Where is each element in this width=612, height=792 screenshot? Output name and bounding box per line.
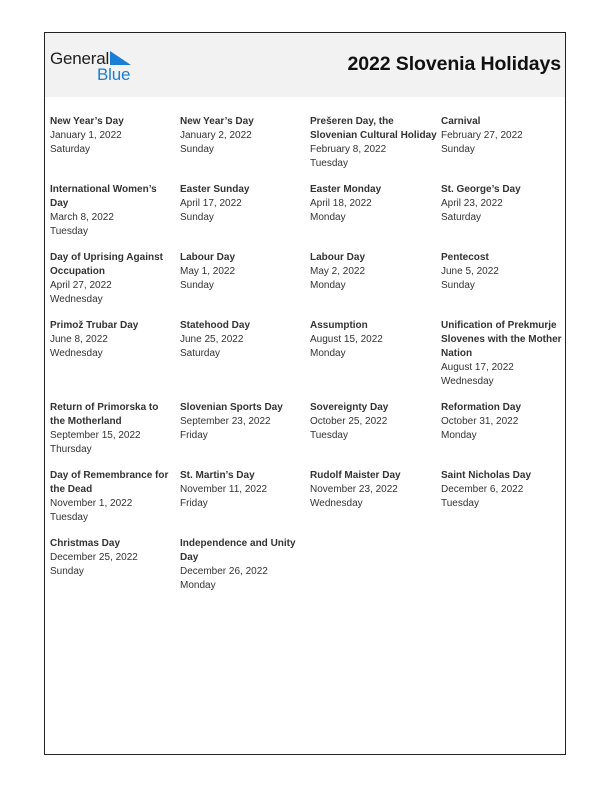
holiday-name: Unification of Prekmurje Slovenes with the Mother Nation	[441, 320, 562, 359]
holiday-entry	[441, 401, 570, 457]
holiday-date: February 27, 2022	[441, 130, 523, 141]
holiday-date: December 25, 2022	[50, 552, 138, 563]
holiday-weekday: Saturday	[50, 144, 91, 155]
holiday-weekday: Sunday	[180, 280, 214, 291]
holiday-date: March 8, 2022	[50, 212, 114, 223]
holiday-entry	[180, 401, 310, 457]
page-title: 2022 Slovenia Holidays	[347, 53, 561, 75]
holiday-name: Primož Trubar Day	[50, 320, 139, 331]
holiday-name: Sovereignty Day	[310, 402, 389, 413]
holiday-entry	[310, 115, 441, 171]
holiday-date: September 15, 2022	[50, 430, 141, 441]
logo-general-text: General	[50, 49, 110, 68]
holiday-entry	[50, 319, 180, 389]
holiday-weekday: Thursday	[50, 444, 92, 455]
holiday-name: Easter Sunday	[180, 184, 250, 195]
holiday-weekday: Monday	[310, 348, 346, 359]
holiday-date: January 2, 2022	[180, 130, 252, 141]
holiday-name: Day of Remembrance for the Dead	[50, 470, 169, 495]
holiday-entry	[310, 319, 441, 389]
holiday-name: Reformation Day	[441, 402, 522, 413]
holiday-date: November 23, 2022	[310, 484, 398, 495]
holiday-weekday: Sunday	[180, 144, 214, 155]
holiday-weekday: Tuesday	[50, 512, 88, 523]
holiday-entry	[180, 469, 310, 525]
logo-blue-text: Blue	[97, 65, 131, 84]
holiday-entry	[441, 319, 570, 389]
holiday-weekday: Tuesday	[441, 498, 479, 509]
holiday-date: December 26, 2022	[180, 566, 268, 577]
holiday-entry	[50, 469, 180, 525]
holiday-date: September 23, 2022	[180, 416, 271, 427]
holiday-weekday: Friday	[180, 430, 208, 441]
holiday-weekday: Sunday	[180, 212, 214, 223]
holiday-weekday: Saturday	[441, 212, 482, 223]
holiday-date: June 25, 2022	[180, 334, 244, 345]
holiday-entry	[441, 115, 570, 171]
holiday-name: Statehood Day	[180, 320, 251, 331]
holiday-date: April 18, 2022	[310, 198, 372, 209]
holiday-entry	[50, 401, 180, 457]
holiday-weekday: Sunday	[50, 566, 84, 577]
holiday-entry	[441, 183, 570, 239]
holiday-date: November 1, 2022	[50, 498, 133, 509]
holiday-name: Assumption	[310, 320, 368, 331]
holiday-date: August 17, 2022	[441, 362, 514, 373]
holiday-entry	[50, 251, 180, 307]
holiday-weekday: Sunday	[441, 144, 475, 155]
holiday-weekday: Friday	[180, 498, 208, 509]
holiday-entry	[310, 183, 441, 239]
holiday-weekday: Tuesday	[50, 226, 88, 237]
holiday-date: April 27, 2022	[50, 280, 112, 291]
holiday-entry	[180, 319, 310, 389]
holiday-name: Labour Day	[310, 252, 366, 263]
holiday-name: Pentecost	[441, 252, 489, 263]
holiday-name: Carnival	[441, 116, 481, 127]
holiday-entry	[180, 537, 310, 593]
header	[45, 33, 565, 97]
holiday-name: Labour Day	[180, 252, 236, 263]
holiday-date: October 31, 2022	[441, 416, 519, 427]
holiday-date: December 6, 2022	[441, 484, 524, 495]
holiday-date: October 25, 2022	[310, 416, 388, 427]
holiday-weekday: Wednesday	[310, 498, 363, 509]
holiday-date: November 11, 2022	[180, 484, 268, 495]
page-frame	[44, 32, 566, 755]
holiday-date: February 8, 2022	[310, 144, 387, 155]
holiday-date: June 5, 2022	[441, 266, 499, 277]
holiday-weekday: Wednesday	[441, 376, 494, 387]
holiday-name: Saint Nicholas Day	[441, 470, 532, 481]
holiday-name: Rudolf Maister Day	[310, 470, 401, 481]
holiday-weekday: Monday	[441, 430, 477, 441]
holiday-name: Day of Uprising Against Occupation	[50, 252, 163, 277]
holiday-name: Christmas Day	[50, 538, 121, 549]
holiday-entry	[180, 183, 310, 239]
holiday-weekday: Saturday	[180, 348, 221, 359]
holiday-entry	[50, 537, 180, 593]
holiday-entry	[441, 469, 570, 525]
holiday-entry	[310, 251, 441, 307]
holiday-weekday: Tuesday	[310, 430, 348, 441]
holiday-name: Return of Primorska to the Motherland	[50, 402, 159, 427]
holiday-grid	[50, 115, 570, 593]
holiday-weekday: Wednesday	[50, 348, 103, 359]
holiday-name: St. George’s Day	[441, 184, 521, 195]
holiday-weekday: Wednesday	[50, 294, 103, 305]
holiday-date: April 23, 2022	[441, 198, 503, 209]
holiday-weekday: Tuesday	[310, 158, 348, 169]
holiday-name: Prešeren Day, the Slovenian Cultural Holiday	[310, 116, 437, 141]
holiday-entry	[180, 115, 310, 171]
holiday-weekday: Monday	[310, 212, 346, 223]
holiday-weekday: Monday	[180, 580, 216, 591]
holiday-name: New Year’s Day	[180, 116, 254, 127]
holiday-name: Easter Monday	[310, 184, 382, 195]
holiday-date: June 8, 2022	[50, 334, 108, 345]
holiday-entry	[50, 183, 180, 239]
holiday-weekday: Sunday	[441, 280, 475, 291]
holiday-name: Slovenian Sports Day	[180, 402, 283, 413]
holiday-name: International Women’s Day	[50, 184, 157, 209]
holiday-entry	[50, 115, 180, 171]
holiday-date: May 2, 2022	[310, 266, 366, 277]
holiday-entry	[310, 469, 441, 525]
holiday-name: Independence and Unity Day	[180, 538, 296, 563]
holiday-name: New Year’s Day	[50, 116, 124, 127]
holiday-date: April 17, 2022	[180, 198, 242, 209]
holiday-entry	[310, 401, 441, 457]
holiday-entry	[180, 251, 310, 307]
holiday-date: May 1, 2022	[180, 266, 236, 277]
holiday-date: January 1, 2022	[50, 130, 122, 141]
holiday-entry	[441, 251, 570, 307]
holiday-date: August 15, 2022	[310, 334, 383, 345]
holiday-weekday: Monday	[310, 280, 346, 291]
holiday-name: St. Martin’s Day	[180, 470, 255, 481]
generalblue-logo	[50, 46, 140, 86]
